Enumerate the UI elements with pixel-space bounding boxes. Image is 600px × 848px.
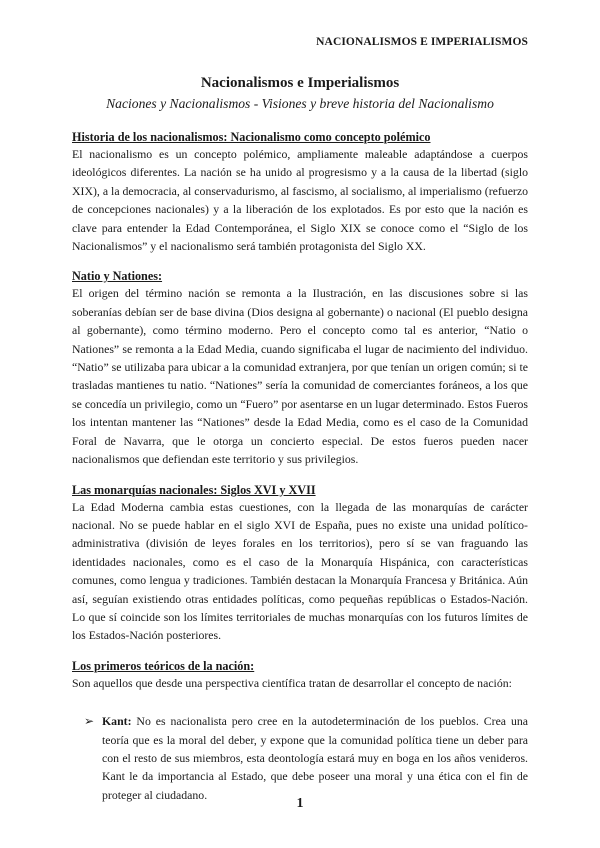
page-number: 1	[296, 796, 304, 811]
section-heading: Natio y Nationes:	[72, 269, 163, 284]
section-monarchies	[72, 483, 528, 645]
running-header: NACIONALISMOS E IMPERIALISMOS	[316, 36, 528, 48]
section-intro: Son aquellos que desde una perspectiva científica tratan de desarrollar el concepto de nación:	[72, 675, 512, 690]
theorist-list	[72, 712, 528, 804]
section-natio	[72, 269, 528, 468]
section-heading: Los primeros teóricos de la nación:	[72, 658, 255, 673]
section-heading: Historia de los nacionalismos: Nacionalismo como concepto polémico	[72, 130, 431, 144]
list-item	[72, 712, 528, 804]
section-theorists	[72, 659, 528, 804]
document-title: Nacionalismos e Imperialismos	[200, 75, 400, 91]
list-item-text	[102, 712, 528, 804]
section-paragraph: La Edad Moderna cambia estas cuestiones, con la llegada de las monarquías de carácter nacional. No se puede hablar en el siglo XVI de España, pues no existe una unidad político-administrativa (división de leyes forales en los territorios), pero sí se van fraguando las identidades nacionales, como es el caso de la Monarquía Hispánica, con características comunes, como lengua y tradiciones. También destacan la Monarquía Francesa y Británica. Aún así, seguían existiendo otras entidades políticas, como pequeñas repúblicas o Estados-Nación. Lo que sí coincide son los límites territoriales de muchas monarquías con los futuros límites de los Estados-Nación posteriores.	[72, 499, 528, 643]
section-paragraph: El origen del término nación se remonta a la Ilustración, en las discusiones sobre si las soberanías debían ser de base divina (Dios designa al gobernante) o nacional (El pueblo designa al gobernante), como término moderno. Pero el concepto como tal es anterior, “Natio o Nationes” se remonta a la Edad Media, cuando significaba el lugar de nacimiento del individuo. “Natio” se utilizaba para ubicar a la comunidad extranjera, por que tenían un origen común; si te trasladas mantienes tu natio. “Nationes” sería la comunidad de comerciantes foráneos, a los que se concedía un privilegio, como un “Fuero” por asentarse en un lugar determinado. Estos Fueros los intentan mantener las “Nationes” desde la Edad Media, como es el caso de la Comunidad Foral de Navarra, que le otorga un concierto especial. De estos fueros pueden nacer nacionalismos que defiendan este territorio y sus privilegios.	[72, 286, 528, 467]
theorist-description: No es nacionalista pero cree en la autodeterminación de los pueblos. Crea una teoría que es la moral del deber, y expone que la comunidad política tiene un deber para con el resto de sus miembros, esta deontología estará muy en boga en los años venideros. Kant le da importancia al Estado, que debe poseer una moral y una ética con el fin de proteger al ciudadano.	[102, 714, 528, 802]
theorist-name: Kant:	[102, 714, 132, 729]
arrow-bullet-icon: ➢	[84, 714, 95, 729]
document-body	[72, 74, 528, 804]
section-history	[72, 130, 528, 255]
section-heading: Las monarquías nacionales: Siglos XVI y XVII	[72, 482, 316, 497]
section-paragraph: El nacionalismo es un concepto polémico, ampliamente maleable adaptándose a cuerpos ideológicos diferentes. La nación se ha unido al progresismo y a la causa de la libertad (siglo XIX), a la democracia, al conservadurismo, al fascismo, al socialismo, al imperialismo (refuerzo de concepciones nacionales) y a la liberación de los explotados. Es por esto que la nación es clave para entender la Edad Contemporánea, el Siglo XIX se conoce como el “Siglo de los Nacionalismos” y el nacionalismo será también protagonista del Siglo XX.	[72, 147, 528, 254]
document-subtitle: Naciones y Nacionalismos - Visiones y breve historia del Nacionalismo	[106, 96, 494, 111]
